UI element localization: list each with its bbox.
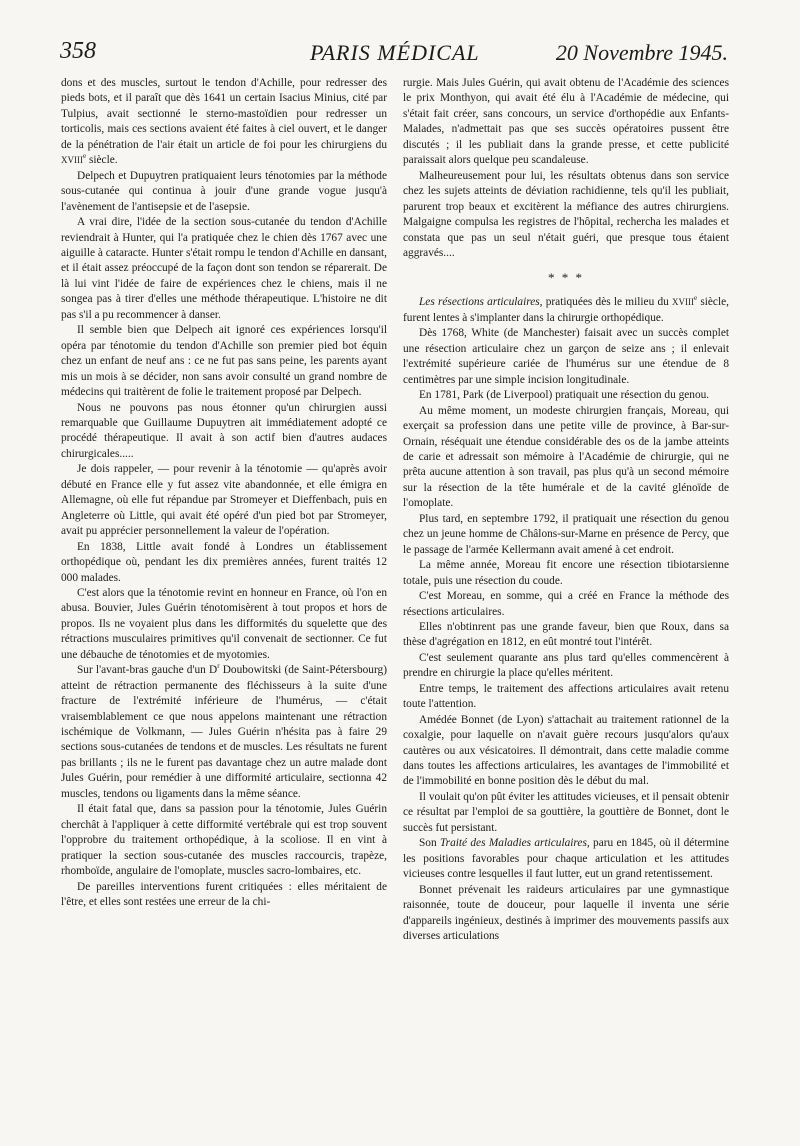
- paragraph: Plus tard, en septembre 1792, il pratiquait une résection du genou chez un jeune homme de Châlons-sur-Marne en présence de Percy, que le passage de l'armée Kellermann avait amené à cet endroit.: [403, 512, 729, 556]
- paragraph: Dès 1768, White (de Manchester) faisait avec un succès complet une résection articulaire chez un garçon de seize ans ; il enlevait l'extrémité supérieure cariée de l'humérus sur une étendue de 8 centimètres par une simple incision longitudinale.: [403, 327, 729, 386]
- paragraph: C'est alors que la ténotomie revint en honneur en France, où l'on en abusa. Bouvier, Jules Guérin ténotomisèrent à tout propos et hors de propos. Ils ne voyaient plus dans les difformités du squelette que des rétractions musculaires primitives qu'il convenait de sectionner. Ce fut une débauche de ténotomies et de myotomies.: [61, 586, 387, 661]
- journal-title: PARIS MÉDICAL: [310, 40, 480, 65]
- paragraph: Bonnet prévenait les raideurs articulaires par une gymnastique raisonnée, toute de douceur, pour laquelle il inventa une série d'appareils ingénieux, destinés à imprimer des mouvements passifs aux diverses articulations: [403, 883, 729, 943]
- page-header: [0, 38, 800, 72]
- paragraph: La même année, Moreau fit encore une résection tibiotarsienne totale, puis une résection du coude.: [403, 559, 729, 587]
- paragraph: dons et des muscles, surtout le tendon d'Achille, pour redresser des pieds bots, et il paraît que dès 1641 un certain Isacius Minius, cité par Tulpius, avait sectionné le sterno-mastoïdien pour redresser un torticolis, mais ces sections avaient été faites à ciel ouvert, et le danger de la pénétration de l'air était un article de foi pour les chirurgiens du XVIIIe siècle.: [61, 77, 387, 167]
- paragraph: Au même moment, un modeste chirurgien français, Moreau, qui exerçait sa profession dans une petite ville de province, à Bar-sur-Ornain, réséquait une étendue considérable des os de la jambe atteints de carie et adressait son mémoire à l'Académie de chirurgie, qui ne prêta aucune attention à son travail, pas plus qu'à un second mémoire sur la résection de la tête humérale et de la cavité glénoïde de l'omoplate.: [403, 404, 729, 510]
- paragraph: A vrai dire, l'idée de la section sous-cutanée du tendon d'Achille reviendrait à Hunter, qui l'a pratiquée chez le chien dès 1767 avec une aiguille à cataracte. Hunter s'était rompu le tendon d'Achille en dansant, et il était assez préoccupé de la façon dont son tendon se réparerait. De là lui vint l'idée de faire de expériences chez le chiens, mais il ne songea pas à tirer d'elles une méthode thérapeutique. L'histoire ne dit pas s'il a pu recommencer à danser.: [61, 216, 387, 321]
- page-number: 358: [60, 38, 96, 64]
- paragraph: Les résections articulaires, pratiquées dès le milieu du XVIIIe siècle, furent lentes à s'implanter dans la chirurgie orthopédique.: [403, 294, 729, 324]
- paragraph: Amédée Bonnet (de Lyon) s'attachait au traitement rationnel de la coxalgie, pour laquelle on n'avait guère recours jusqu'alors qu'aux cautères ou aux vésicatoires. Il démontrait, dans cette maladie comme dans toutes les affections articulaires, les avantages de l'immobilité et de l'immobilité en bonne position dès le début du mal.: [403, 713, 729, 788]
- paragraph: rurgie. Mais Jules Guérin, qui avait obtenu de l'Académie des sciences le prix Monthyon, qui avait été élu à l'Académie de médecine, qui s'était fait créer, sans concours, un service d'orthopédie aux Enfants-Malades, n'admettait pas que ses succès opératoires pussent être discutés ; il les publiait dans la grande presse, et cette publicité paraissait alors quelque peu scandaleuse.: [403, 77, 729, 167]
- paragraph: Il semble bien que Delpech ait ignoré ces expériences lorsqu'il opéra par ténotomie du tendon d'Achille son premier pied bot équin chez un enfant de neuf ans : ce ne fut pas sans peine, les parents ayant mis un mois à se décider, non sans avoir consulté un grand nombre de médecins qui traitèrent de folie le traitement proposé par Delpech.: [61, 324, 387, 399]
- right-column: [403, 76, 729, 944]
- paragraph: Il voulait qu'on pût éviter les attitudes vicieuses, et il pensait obtenir ce résultat par l'emploi de sa gouttière, la gouttière de Bonnet, dont le succès fut persistant.: [403, 790, 729, 834]
- paragraph: Delpech et Dupuytren pratiquaient leurs ténotomies par la méthode sous-cutanée qui continua à jouir d'une grande vogue jusqu'à l'avènement de l'antisepsie et de l'asepsie.: [61, 169, 387, 213]
- paragraph: Je dois rappeler, — pour revenir à la ténotomie — qu'après avoir débuté en France elle y fut assez vite abandonnée, et elle émigra en Allemagne, où elle fut répandue par Stromeyer et Dieffenbach, puis en Angleterre où Little, qui avait été opéré d'un pied bot par Stromeyer, avait pu apprécier personnellement la valeur de l'opération.: [61, 463, 387, 538]
- paragraph: Malheureusement pour lui, les résultats obtenus dans son service chez les sujets atteints de déviation rachidienne, tels qu'il les publiait, parurent trop beaux et excitèrent la méfiance des autres chirurgiens. Malgaigne compulsa les registres de l'hôpital, rechercha les malades et constata que pas un seul n'était guéri, que presque tous étaient aggravés....: [403, 169, 729, 259]
- paragraph: Son Traité des Maladies articulaires, paru en 1845, où il détermine les positions favorables pour chaque articulation et les attitudes vicieuses contre lesquelles il faut lutter, eut un grand retentissement.: [403, 837, 729, 881]
- paragraph: Nous ne pouvons pas nous étonner qu'un chirurgien aussi remarquable que Guillaume Dupuytren ait immédiatement adopté ce procédé thérapeutique. Il avait à son actif bien d'autres audaces chirurgicales.....: [61, 401, 387, 460]
- left-column: [61, 76, 387, 910]
- paragraph: En 1838, Little avait fondé à Londres un établissement orthopédique où, pendant les dix premières années, furent traités 12 000 malades.: [61, 540, 387, 584]
- paragraph: En 1781, Park (de Liverpool) pratiquait une résection du genou.: [419, 389, 710, 402]
- paragraph: De pareilles interventions furent critiquées : elles méritaient de l'être, et elles sont restées une erreur de la chi-: [61, 880, 387, 909]
- paragraph: Il était fatal que, dans sa passion pour la ténotomie, Jules Guérin cherchât à l'appliquer à cette difformité vertébrale qui est trop souvent l'opprobre du traitement orthopédique, à la scoliose. Il en vint à pratiquer la section sous-cutanée des muscles raccourcis, trapèze, rhomboïde, angulaire de l'omoplate, muscles sacro-lombaires, etc.: [61, 803, 387, 878]
- paragraph: Elles n'obtinrent pas une grande faveur, bien que Roux, dans sa thèse d'agrégation en 1812, en eût montré tout l'intérêt.: [403, 620, 729, 649]
- issue-date: 20 Novembre 1945.: [555, 40, 728, 65]
- paragraph: Sur l'avant-bras gauche d'un $D^r$ Doubowitski (de Saint-Pétersbourg) atteint de rétraction permanente des fléchisseurs à la suite d'une fracture de l'extrémité inférieure de l'humérus, — c'était vraisemblablement ce que nous appelons maintenant une rétraction ischémique de Volkmann, — Jules Guérin n'hésita pas à faire 29 sections sous-cutanées de tendons et de muscles. Les résultats ne furent pas brillants ; ils ne le furent pas davantage chez un autre malade dont Jules Guérin, pour remédier à une difformité articulaire, sectionna 42 muscles, tendons ou ligaments dans la même séance.: [61, 662, 387, 800]
- section-separator: * * *: [548, 270, 584, 286]
- paragraph: C'est seulement quarante ans plus tard qu'elles commencèrent à prendre en chirurgie la place qu'elles méritent.: [403, 651, 729, 680]
- paragraph: C'est Moreau, en somme, qui a créé en France la méthode des résections articulaires.: [403, 590, 729, 618]
- paragraph: Entre temps, le traitement des affections articulaires avait retenu toute l'attention.: [403, 682, 729, 711]
